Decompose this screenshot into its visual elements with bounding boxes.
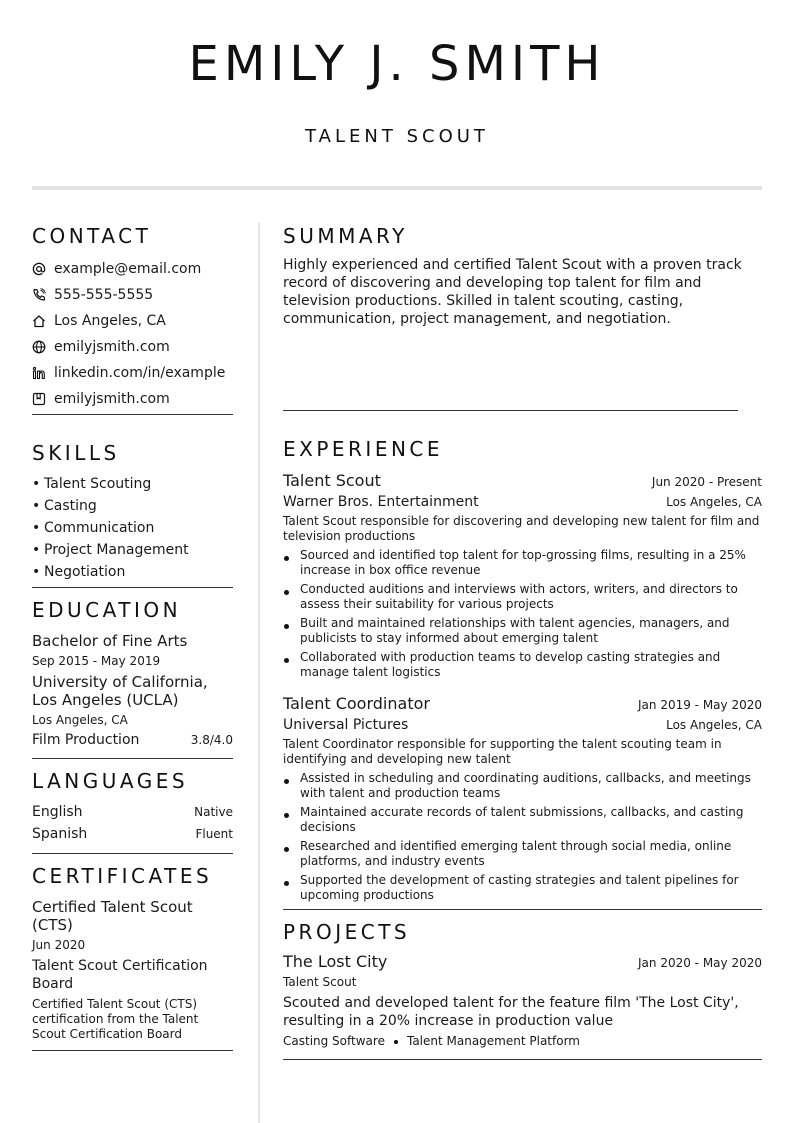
contact-portfolio-text: emilyjsmith.com	[54, 391, 170, 407]
contact-portfolio[interactable]	[32, 386, 233, 412]
language-name: Spanish	[32, 826, 88, 842]
language-row	[32, 823, 233, 845]
project-role: Talent Scout	[283, 975, 357, 989]
column-divider	[258, 223, 260, 1123]
certificate-date: Jun 2020	[32, 938, 86, 952]
job-description: Talent Scout responsible for discovering and developing new talent for film and television productions	[283, 514, 760, 543]
resume-title: TALENT SCOUT	[305, 126, 489, 147]
job-bullet: Maintained accurate records of talent submissions, callbacks, and casting decisions	[283, 805, 762, 835]
certificates-rule	[32, 1050, 233, 1051]
project-name: The Lost City	[283, 952, 388, 971]
projects-rule	[283, 1059, 762, 1060]
contact-website-text: emilyjsmith.com	[54, 339, 170, 355]
education-school: University of California, Los Angeles (UCLA)	[32, 673, 208, 709]
job-bullets	[283, 771, 762, 903]
project-tools	[283, 1034, 762, 1049]
contact-website[interactable]	[32, 334, 233, 360]
home-icon	[32, 314, 46, 328]
job-bullet: Built and maintained relationships with talent agencies, managers, and publicists to stay informed about emerging talent	[283, 616, 762, 646]
contact-phone[interactable]	[32, 282, 233, 308]
summary-section	[283, 224, 762, 411]
project-dates: Jan 2020 - May 2020	[638, 956, 762, 970]
contact-location	[32, 308, 233, 334]
education-rule	[32, 758, 233, 759]
job-bullet: Sourced and identified top talent for top-grossing films, resulting in a 25% increase in box office revenue	[283, 548, 762, 578]
job-description: Talent Coordinator responsible for supporting the talent scouting team in identifying and developing new talent	[283, 737, 722, 766]
skills-section	[32, 441, 233, 588]
education-gpa: 3.8/4.0	[190, 733, 233, 747]
job-company: Universal Pictures	[283, 717, 409, 733]
certificates-heading: CERTIFICATES	[32, 864, 213, 888]
job-bullet: Collaborated with production teams to develop casting strategies and manage talent logistics	[283, 650, 762, 680]
globe-icon	[32, 340, 46, 354]
phone-icon	[32, 288, 46, 302]
summary-rule	[283, 410, 738, 411]
experience-rule	[283, 909, 762, 910]
certificate-issuer: Talent Scout Certification Board	[32, 958, 208, 992]
right-column	[283, 224, 762, 1060]
job-role: Talent Scout	[283, 471, 381, 490]
contact-rule	[32, 414, 233, 415]
header-divider	[32, 186, 762, 190]
skill-item: • Talent Scouting	[32, 476, 152, 492]
job-bullet: Researched and identified emerging talent through social media, online platforms, and industry events	[283, 839, 762, 869]
languages-rule	[32, 853, 233, 854]
summary-heading: SUMMARY	[283, 224, 408, 248]
education-dates: Sep 2015 - May 2019	[32, 654, 161, 668]
tool-separator	[394, 1040, 398, 1044]
skill-item: • Project Management	[32, 542, 189, 558]
education-degree: Bachelor of Fine Arts	[32, 632, 188, 650]
resume-name: EMILY J. SMITH	[188, 36, 606, 92]
languages-heading: LANGUAGES	[32, 769, 189, 793]
contact-section	[32, 224, 233, 415]
skills-heading: SKILLS	[32, 441, 120, 465]
contact-email-text: example@email.com	[54, 261, 202, 277]
job-location: Los Angeles, CA	[666, 495, 762, 509]
job-dates: Jun 2020 - Present	[651, 475, 762, 489]
language-name: English	[32, 804, 83, 820]
job-bullet: Supported the development of casting strategies and talent pipelines for upcoming productions	[283, 873, 762, 903]
contact-phone-text: 555-555-5555	[54, 287, 154, 303]
contact-linkedin-text: linkedin.com/in/example	[54, 365, 226, 381]
certificate-description: Certified Talent Scout (CTS) certification from the Talent Scout Certification Board	[32, 997, 199, 1041]
bookmark-icon	[32, 392, 46, 406]
job-role: Talent Coordinator	[283, 694, 430, 713]
left-column	[32, 224, 233, 1051]
project-tool: Casting Software	[283, 1034, 385, 1048]
projects-heading: PROJECTS	[283, 920, 411, 944]
education-heading: EDUCATION	[32, 598, 182, 622]
education-field: Film Production	[32, 732, 140, 748]
experience-entry	[283, 471, 762, 680]
job-location: Los Angeles, CA	[666, 718, 762, 732]
language-row	[32, 801, 233, 823]
contact-email[interactable]	[32, 256, 233, 282]
skill-item: • Negotiation	[32, 564, 126, 580]
projects-section	[283, 920, 762, 1060]
job-dates: Jan 2019 - May 2020	[638, 698, 762, 712]
education-location: Los Angeles, CA	[32, 713, 128, 727]
experience-heading: EXPERIENCE	[283, 437, 444, 461]
at-icon	[32, 262, 46, 276]
job-bullets	[283, 548, 762, 680]
language-level: Native	[194, 805, 233, 819]
job-bullet: Conducted auditions and interviews with actors, writers, and directors to assess their suitability for various projects	[283, 582, 762, 612]
job-bullet: Assisted in scheduling and coordinating auditions, callbacks, and meetings with talent and production teams	[283, 771, 762, 801]
certificate-name: Certified Talent Scout (CTS)	[32, 898, 193, 934]
skill-item: • Casting	[32, 498, 97, 514]
contact-heading: CONTACT	[32, 224, 152, 248]
education-section	[32, 598, 233, 759]
experience-section	[283, 437, 762, 910]
project-tool: Talent Management Platform	[406, 1034, 580, 1048]
project-description: Scouted and developed talent for the feature film 'The Lost City', resulting in a 20% increase in production value	[283, 995, 739, 1029]
language-level: Fluent	[195, 827, 233, 841]
languages-section	[32, 769, 233, 854]
skills-rule	[32, 587, 233, 588]
experience-entry	[283, 694, 762, 903]
linkedin-icon	[32, 366, 46, 380]
certificates-section	[32, 864, 233, 1051]
job-company: Warner Bros. Entertainment	[283, 494, 479, 510]
contact-linkedin[interactable]	[32, 360, 233, 386]
education-field-row	[32, 732, 233, 748]
contact-location-text: Los Angeles, CA	[54, 313, 166, 329]
summary-text: Highly experienced and certified Talent Scout with a proven track record of discovering and developing top talent for film and television productions. Skilled in talent scouting, casting, communication, project management, and negotiation.	[283, 257, 742, 327]
skill-item: • Communication	[32, 520, 155, 536]
